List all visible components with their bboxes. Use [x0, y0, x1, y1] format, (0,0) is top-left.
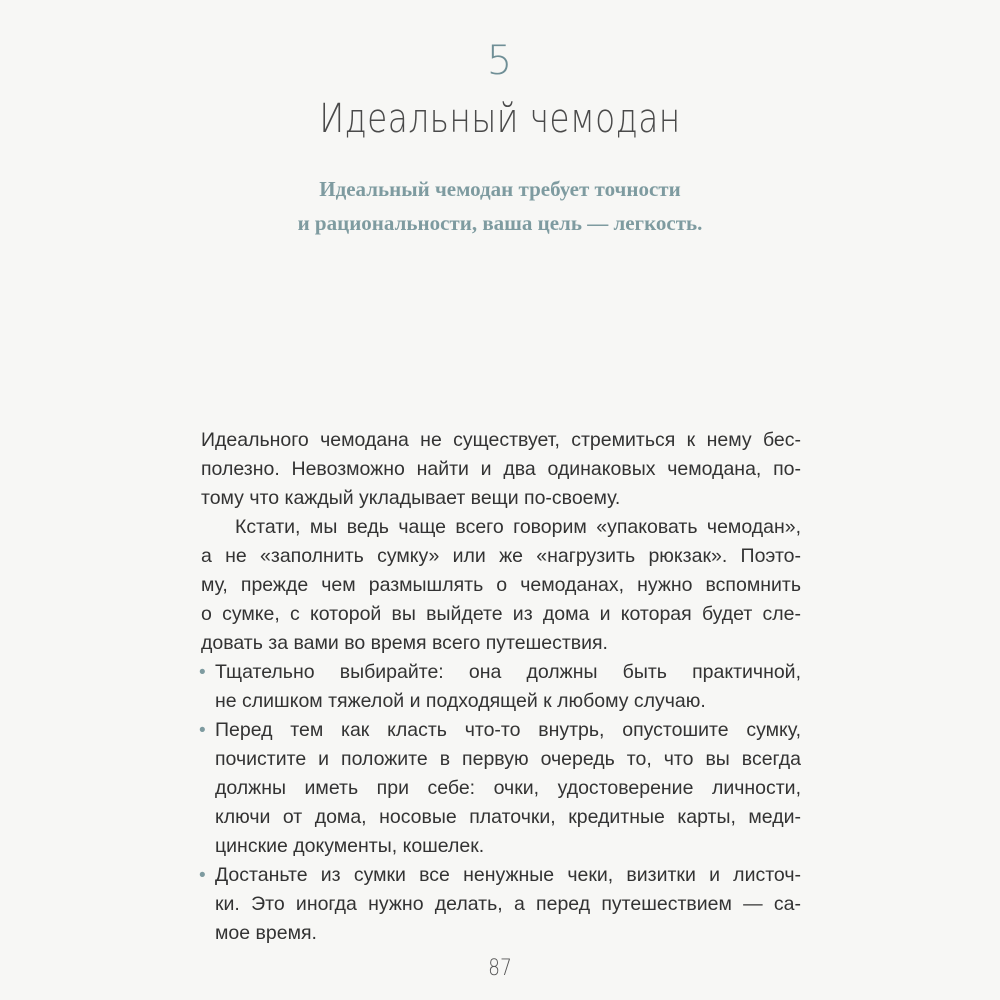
text-line: довать за вами во время всего путешествия.	[201, 632, 608, 654]
bullet-line: цинские документы, кошелек.	[215, 835, 485, 857]
bullet-line: не слишком тяжелой и подходящей к любому случаю.	[215, 690, 706, 712]
body-text	[201, 426, 801, 948]
bullet-icon: •	[199, 720, 206, 741]
bullet-text: Достаньте из сумки все ненужные чеки, визитки и листоч-	[215, 864, 801, 886]
bullet-item	[201, 716, 801, 861]
bullet-line: ки. Это иногда нужно делать, а перед путешествием — са-	[215, 893, 801, 915]
chapter-title: Идеальный чемодан	[319, 96, 681, 142]
bullet-icon: •	[199, 865, 206, 886]
bullet-line: почистите и положите в первую очередь то, что вы всегда	[215, 748, 801, 770]
bullet-line: мое время.	[215, 922, 317, 944]
bullet-icon: •	[199, 662, 206, 683]
bullet-line: ключи от дома, носовые платочки, кредитные карты, меди-	[215, 806, 801, 828]
text-line: полезно. Невозможно найти и два одинаковых чемодана, по-	[201, 458, 801, 480]
chapter-epigraph	[0, 172, 1000, 240]
text-line: Идеального чемодана не существует, стремиться к нему бес-	[201, 429, 801, 451]
bullet-item	[201, 861, 801, 948]
text-line: тому что каждый укладывает вещи по-своему.	[201, 487, 621, 509]
bullet-item	[201, 658, 801, 716]
paragraph-1	[201, 426, 801, 513]
page-number: 87	[488, 956, 512, 981]
paragraph-2	[201, 513, 801, 658]
text-line: а не «заполнить сумку» или же «нагрузить рюкзак». Поэто-	[201, 545, 801, 567]
bullet-line	[201, 861, 801, 890]
chapter-number: 5	[486, 38, 514, 84]
bullet-text: Тщательно выбирайте: она должны быть практичной,	[215, 661, 801, 683]
epigraph-line: Идеальный чемодан требует точности	[319, 177, 681, 201]
text-line: му, прежде чем размышлять о чемоданах, нужно вспомнить	[201, 574, 801, 596]
bullet-line	[201, 658, 801, 687]
bullet-line: должны иметь при себе: очки, удостоверение личности,	[215, 777, 801, 799]
text-line: Кстати, мы ведь чаще всего говорим «упаковать чемодан»,	[235, 516, 801, 538]
epigraph-line: и рациональности, ваша цель — легкость.	[297, 211, 703, 235]
bullet-line	[201, 716, 801, 745]
bullet-text: Перед тем как класть что-то внутрь, опустошите сумку,	[215, 719, 801, 741]
text-line: о сумке, с которой вы выйдете из дома и которая будет сле-	[201, 603, 801, 625]
